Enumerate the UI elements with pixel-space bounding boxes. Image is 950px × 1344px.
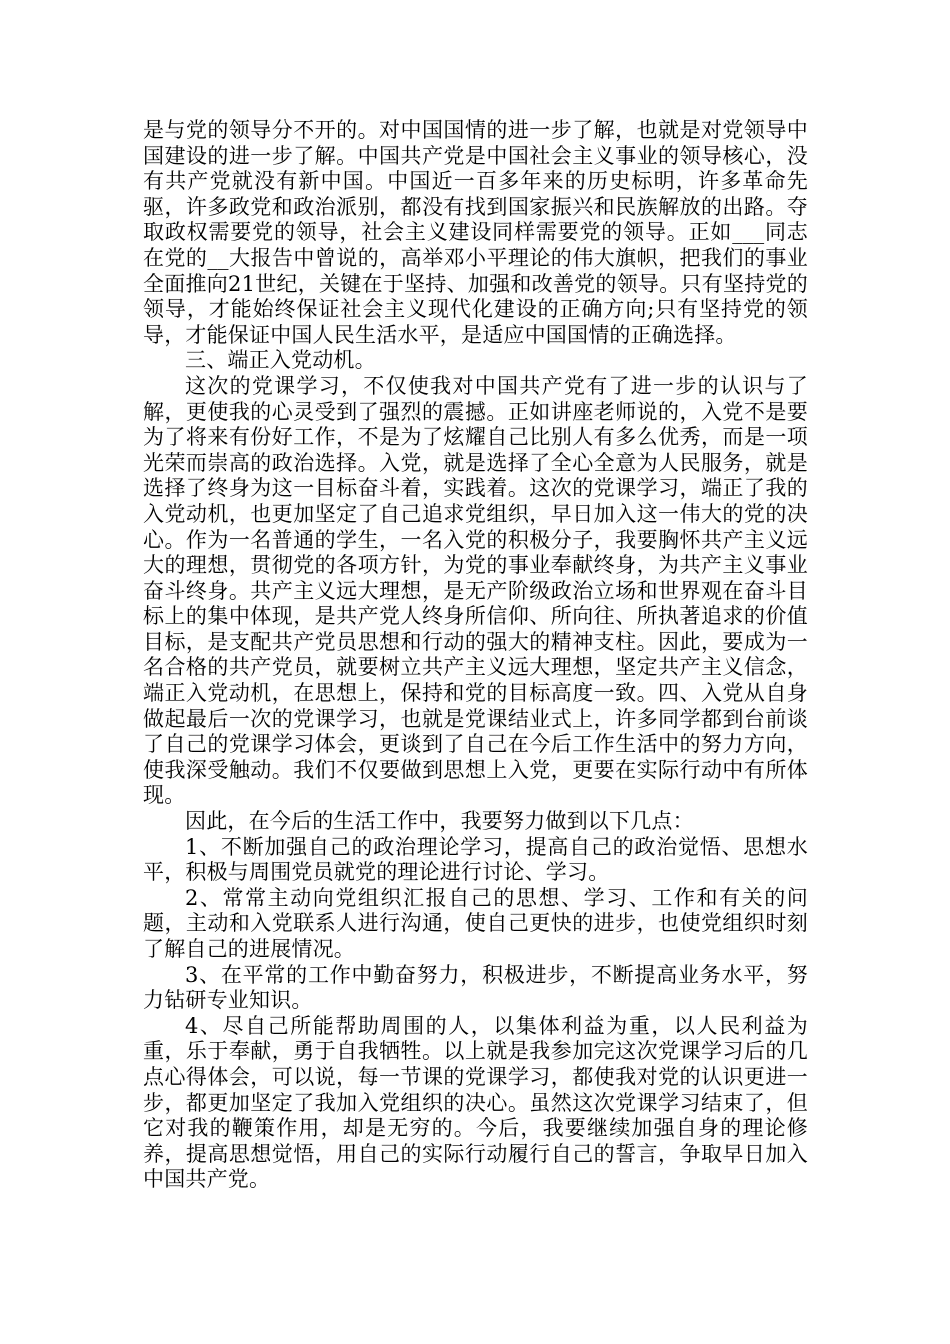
list-item-2: 2、常常主动向党组织汇报自己的思想、学习、工作和有关的问题，主动和入党联系人进行沟通，使自己更快的进步，也使党组织时刻了解自己的进展情况。 [143,885,808,961]
paragraph-party-leadership: 是与党的领导分不开的。对中国国情的进一步了解，也就是对党领导中国建设的进一步了解。中国共产党是中国社会主义事业的领导核心，没有共产党就没有新中国。中国近一百多年来的历史标明，许多革命先驱，许多政党和政治派别，都没有找到国家振兴和民族解放的出路。夺取政权需要党的领导，社会主义建设同样需要党的领导。正如___同志在党的__大报告中曾说的，高举邓小平理论的伟大旗帜，把我们的事业全面推向21世纪，关键在于坚持、加强和改善党的领导。只有坚持党的领导，才能始终保证社会主义现代化建设的正确方向;只有坚持党的领导，才能保证中国人民生活水平，是适应中国国情的正确选择。 [143,118,808,347]
heading-correct-motivation: 三、端正入党动机。 [185,348,376,373]
list-item-3: 3、在平常的工作中勤奋努力，积极进步，不断提高业务水平，努力钻研专业知识。 [143,962,808,1013]
document-body [143,118,808,1193]
list-item-4: 4、尽自己所能帮助周围的人，以集体利益为重，以人民利益为重，乐于奉献，勇于自我牺牲。以上就是我参加完这次党课学习后的几点心得体会，可以说，每一节课的党课学习，都使我对党的认识更进一步，都更加坚定了我加入党组织的决心。虽然这次党课学习结束了，但它对我的鞭策作用，却是无穷的。今后，我要继续加强自身的理论修养，提高思想觉悟，用自己的实际行动履行自己的誓言，争取早日加入中国共产党。 [143,1013,808,1192]
list-item-1: 1、不断加强自己的政治理论学习，提高自己的政治觉悟、思想水平，积极与周围党员就党的理论进行讨论、学习。 [143,834,808,885]
paragraph-party-course-study: 这次的党课学习，不仅使我对中国共产党有了进一步的认识与了解，更使我的心灵受到了强烈的震撼。正如讲座老师说的，入党不是要为了将来有份好工作，不是为了炫耀自己比别人有多么优秀，而是一项光荣而崇高的政治选择。入党，就是选择了全心全意为人民服务，就是选择了终身为这一目标奋斗着，实践着。这次的党课学习，端正了我的入党动机，也更加坚定了自己追求党组织，早日加入这一伟大的党的决心。作为一名普通的学生，一名入党的积极分子，我要胸怀共产主义远大的理想，贯彻党的各项方针，为党的事业奉献终身，为共产主义事业奋斗终身。共产主义远大理想，是无产阶级政治立场和世界观在奋斗目标上的集中体现，是共产党人终身所信仰、所向往、所执著追求的价值目标，是支配共产党员思想和行动的强大的精神支柱。因此，要成为一名合格的共产党员，就要树立共产主义远大理想，坚定共产主义信念，端正入党动机，在思想上，保持和党的目标高度一致。四、入党从自身做起最后一次的党课学习，也就是党课结业式上，许多同学都到台前谈了自己的党课学习体会，更谈到了自己在今后工作生活中的努力方向，使我深受触动。我们不仅要做到思想上入党，更要在实际行动中有所体现。 [143,373,808,808]
paragraph-future-intro: 因此，在今后的生活工作中，我要努力做到以下几点： [185,809,694,834]
